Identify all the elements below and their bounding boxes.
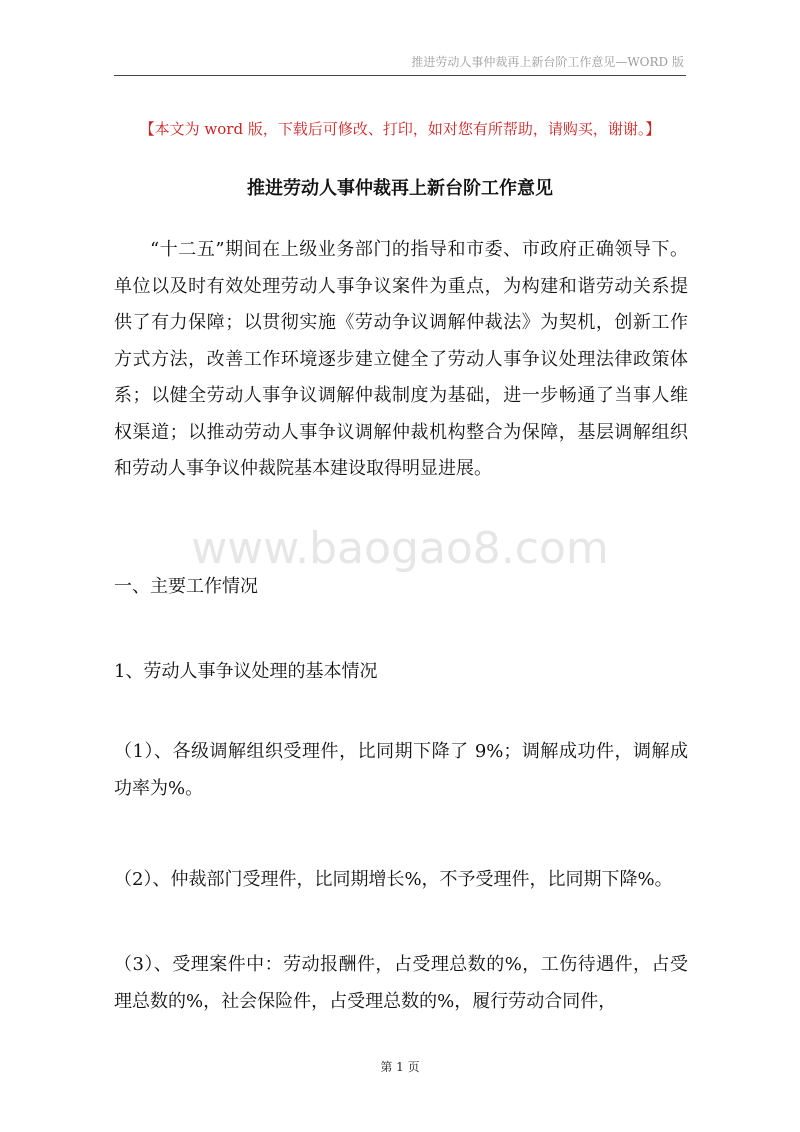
download-notice: 【本文为 word 版，下载后可修改、打印，如对您有所帮助，请购买，谢谢。】 xyxy=(139,120,661,138)
page-number: 第 1 页 xyxy=(380,1060,420,1074)
intro-paragraph: “十二五”期间在上级业务部门的指导和市委、市政府正确领导下。单位以及时有效处理劳动人事争议案件为重点，为构建和谐劳动关系提供了有力保障；以贯彻实施《劳动争议调解仲裁法》为契机，创新工作方式方法，改善工作环境逐步建立健全了劳动人事争议处理法律政策体系；以健全劳动人事争议调解仲裁制度为基础，进一步畅通了当事人维权渠道；以推动劳动人事争议调解仲裁机构整合为保障，基层调解组织和劳动人事争议仲裁院基本建设取得明显进展。 xyxy=(114,239,688,479)
subsection-heading: 1、劳动人事争议处理的基本情况 xyxy=(114,661,378,682)
site-watermark: www.baogao8.com xyxy=(191,523,609,574)
running-header: 推进劳动人事仲裁再上新台阶工作意见—WORD 版 xyxy=(411,55,684,69)
section-heading: 一、主要工作情况 xyxy=(114,576,258,597)
list-item: （3）、受理案件中：劳动报酬件，占受理总数的%，工伤待遇件，占受理总数的%，社会保险件，占受理总数的%，履行劳动合同件， xyxy=(114,954,688,1012)
list-item: （2）、仲裁部门受理件，比同期增长%，不予受理件，比同期下降%。 xyxy=(114,869,673,890)
document-title: 推进劳动人事仲裁再上新台阶工作意见 xyxy=(247,178,553,199)
header-divider xyxy=(114,75,686,76)
list-item: （1）、各级调解组织受理件，比同期下降了 9%；调解成功件，调解成功率为%。 xyxy=(114,741,688,799)
